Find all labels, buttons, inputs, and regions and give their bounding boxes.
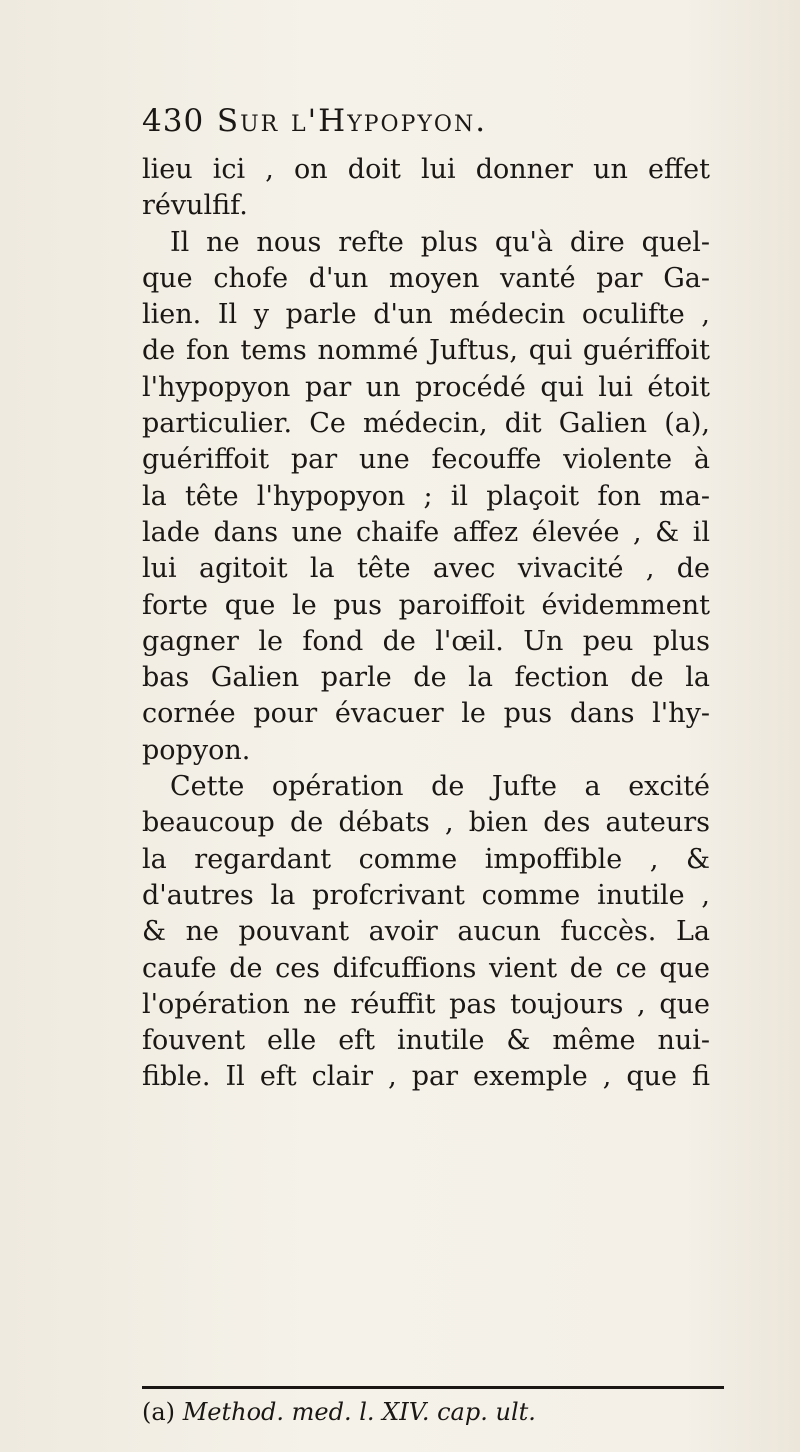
text-line: fouvent elle eft inutile & même nui- — [142, 1025, 710, 1057]
text-line: la tête l'hypopyon ; il plaçoit fon ma- — [142, 480, 710, 512]
running-title: Sur l'Hypopyon. — [216, 103, 488, 139]
text-line: particulier. Ce médecin, dit Galien (a), — [142, 408, 710, 440]
text-line: de fon tems nommé Juftus, qui guériffoit — [142, 335, 710, 367]
text-line: l'hypopyon par un procédé qui lui étoit — [142, 371, 710, 403]
text-line: guériffoit par une fecouffe violente à — [142, 444, 710, 476]
body-text — [142, 152, 710, 1096]
text-line: lien. Il y parle d'un médecin oculifte , — [142, 299, 710, 331]
text-line: cornée pour évacuer le pus dans l'hy- — [142, 698, 710, 730]
text-line: d'autres la profcrivant comme inutile , — [142, 879, 710, 911]
text-line: Cette opération de Jufte a excité — [170, 771, 710, 803]
text-line: caufe de ces difcuffions vient de ce que — [142, 952, 710, 984]
text-line: & ne pouvant avoir aucun fuccès. La — [142, 916, 710, 948]
text-line: forte que le pus paroiffoit évidemment — [142, 589, 710, 621]
text-line: l'opération ne réuffit pas toujours , que — [142, 988, 710, 1020]
text-line: la regardant comme impoffible , & — [142, 843, 710, 875]
text-line: lui agitoit la tête avec vivacité , de — [142, 553, 710, 585]
text-line: lade dans une chaife affez élevée , & il — [142, 516, 710, 548]
text-line: beaucoup de débats , bien des auteurs — [142, 807, 710, 839]
text-line: lieu ici , on doit lui donner un effet — [142, 154, 710, 185]
text-line: popyon. — [142, 734, 251, 766]
footnote — [142, 1398, 702, 1426]
text-line: que chofe d'un moyen vanté par Ga- — [142, 262, 710, 294]
running-head — [142, 103, 702, 147]
text-line: révulfif. — [142, 190, 248, 222]
footnote-marker: (a) — [142, 1398, 176, 1426]
footnote-reference: Method. med. l. XIV. cap. ult. — [182, 1398, 536, 1426]
text-line: bas Galien parle de la fection de la — [142, 662, 710, 694]
page-number: 430 — [142, 103, 205, 139]
footnote-rule — [142, 1386, 724, 1389]
text-line: fible. Il eft clair , par exemple , que fi — [142, 1061, 710, 1093]
text-line: Il ne nous refte plus qu'à dire quel- — [170, 226, 710, 258]
text-line: gagner le fond de l'œil. Un peu plus — [142, 625, 710, 657]
